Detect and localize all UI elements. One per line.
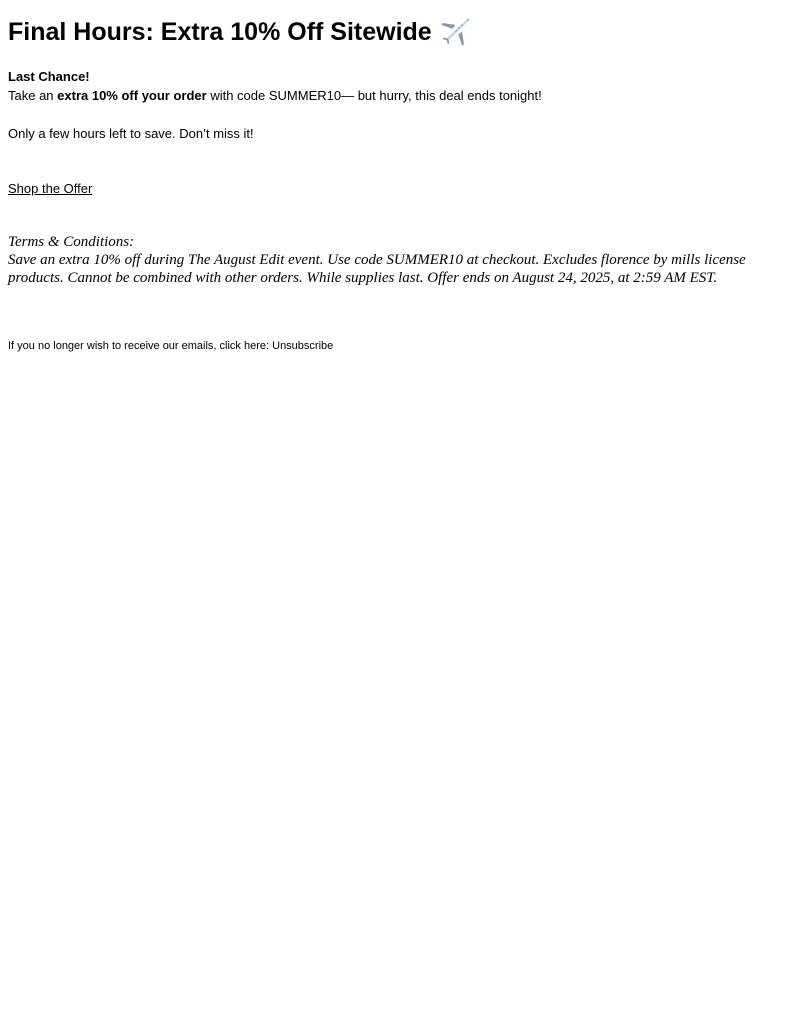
shop-offer-link[interactable]: Shop the Offer [8,181,93,196]
spacer [8,105,792,124]
terms-body: Save an extra 10% off during The August Edit event. Use code SUMMER10 at checkout. Excludes florence by mills license products. Cannot be combined with other orders. While supplies last. Offer ends on August 24, 2025, at 2:59 AM EST. [8,252,746,286]
offer-highlight: extra 10% off your order [57,88,207,103]
airplane-icon [438,15,472,49]
offer-details: with code SUMMER10— but hurry, this deal ends tonight! [206,88,542,103]
cta-container [8,179,792,198]
footer-text: If you no longer wish to receive our emails, click here: [8,340,273,352]
terms-block [8,233,792,287]
reminder-text: Only a few hours left to save. Don’t miss it! [8,126,254,141]
email-headline [8,0,792,50]
terms-heading: Terms & Conditions: [8,234,135,250]
unsubscribe-footer [8,339,792,353]
headline-text: Final Hours: Extra 10% Off Sitewide [8,18,432,46]
last-chance-label: Last Chance! [8,69,90,84]
offer-intro: Take an [8,88,58,103]
offer-line [8,86,792,105]
unsubscribe-link[interactable]: Unsubscribe [272,340,334,352]
